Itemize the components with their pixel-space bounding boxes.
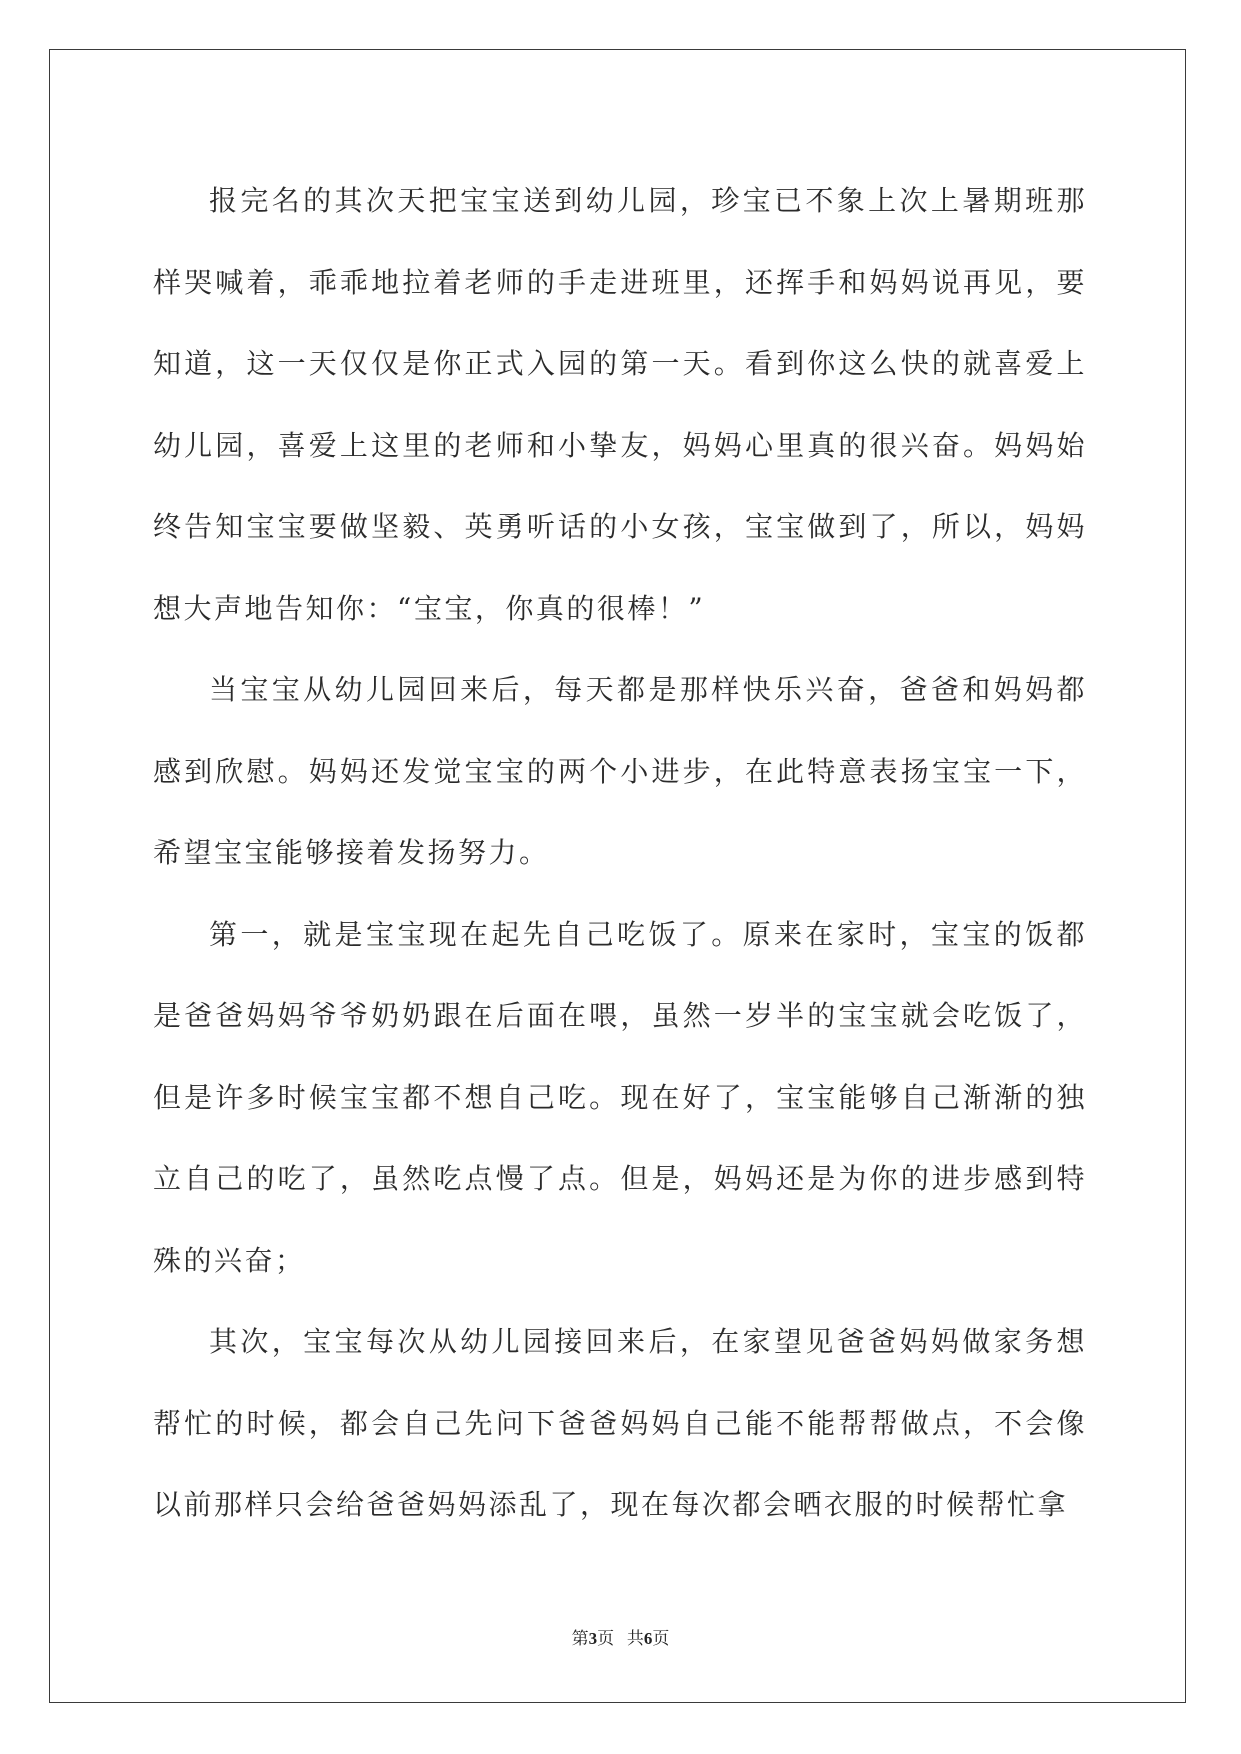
total-pages-number: 6 bbox=[643, 1629, 653, 1648]
paragraph: 第一，就是宝宝现在起先自己吃饭了。原来在家时，宝宝的饭都是爸爸妈妈爷爷奶奶跟在后面在喂，虽然一岁半的宝宝就会吃饭了，但是许多时候宝宝都不想自己吃。现在好了，宝宝能够自己渐渐的独立自己的吃了，虽然吃点慢了点。但是，妈妈还是为你的进步感到特殊的兴奋； bbox=[153, 917, 1087, 1277]
page-suffix: 页 bbox=[652, 1629, 670, 1648]
document-body bbox=[153, 160, 1087, 1546]
current-page-number: 3 bbox=[588, 1629, 598, 1648]
paragraph: 其次，宝宝每次从幼儿园接回来后，在家望见爸爸妈妈做家务想帮忙的时候，都会自己先问下爸爸妈妈自己能不能帮帮做点，不会像以前那样只会给爸爸妈妈添乱了，现在每次都会晒衣服的时候帮忙拿 bbox=[153, 1325, 1087, 1521]
paragraph: 报完名的其次天把宝宝送到幼儿园，珍宝已不象上次上暑期班那样哭喊着，乖乖地拉着老师的手走进班里，还挥手和妈妈说再见，要知道，这一天仅仅是你正式入园的第一天。看到你这么快的就喜爱上幼儿园，喜爱上这里的老师和小挚友，妈妈心里真的很兴奋。妈妈始终告知宝宝要做坚毅、英勇听话的小女孩，宝宝做到了，所以，妈妈想大声地告知你：“宝宝，你真的很棒！” bbox=[153, 184, 1087, 625]
page-prefix: 第 bbox=[571, 1629, 589, 1648]
page-number-footer bbox=[0, 1624, 1241, 1649]
paragraph: 当宝宝从幼儿园回来后，每天都是那样快乐兴奋，爸爸和妈妈都感到欣慰。妈妈还发觉宝宝的两个小进步，在此特意表扬宝宝一下，希望宝宝能够接着发扬努力。 bbox=[153, 673, 1087, 869]
page-mid: 页 共 bbox=[597, 1629, 644, 1648]
